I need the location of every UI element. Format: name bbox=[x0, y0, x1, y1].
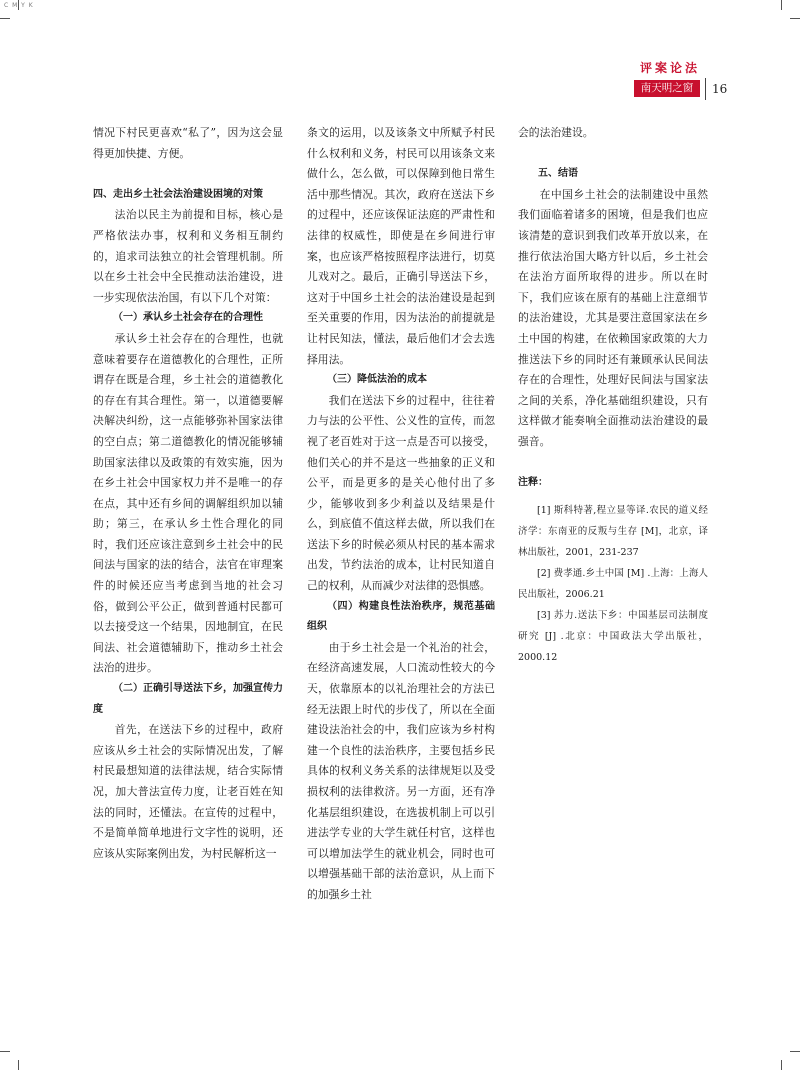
crop-mark bbox=[0, 18, 10, 19]
column-label: 南天明之窗 bbox=[634, 80, 700, 97]
paragraph: 我们在送法下乡的过程中，往往着力与法的公平性、公义性的宣传，而忽视了老百姓对于这一点是否可以接受，他们关心的并不是这一些抽象的正义和公平，而是更多的是关心他付出了多少，能够收到多少利益以及结果是什么，到底值不值这样去做，所以我们在送法下乡的时候必须从村民的基本需求出发，节约法治的成本，让村民知道自己的权利，从而减少对法律的恐惧感。 bbox=[307, 393, 495, 593]
crop-mark bbox=[18, 1060, 19, 1070]
paragraph: 由于乡土社会是一个礼治的社会，在经济高速发展，人口流动性较大的今天，依靠原本的以礼治理社会的方法已经无法跟上时代的步伐了，所以在全面建设法治社会的中，我们应该为乡村构建一个良性的法治秩序，主要包括乡民具体的权利义务关系的法律规矩以及受损权利的法律救济。另一方面，还有净化基层组织建设，在选拔机制上可以引进法学专业的大学生就任村官，这样也可以增加法学生的就业机会，同时也可以增强基础干部的法治意识，从上而下的加强乡土社 bbox=[307, 640, 495, 901]
subsection-heading: （一）承认乡土社会存在的合理性 bbox=[113, 312, 263, 324]
text-column-3 bbox=[518, 123, 708, 668]
paragraph: 条文的运用，以及该条文中所赋予村民什么权利和义务，村民可以用该条文来做什么，怎么做，可以保障到他日常生活中那些情况。其次，政府在送法下乡的过程中，还应该保证法庭的严肃性和法律的权威性，即使是在乡间进行审案，也应该严格按照程序法进行，切莫儿戏对之。最后，正确引导送法下乡，这对于中国乡土社会的法治建设是起到至关重要的作用，因为法治的前提就是让村民知法，懂法，最后他们才会去选择用法。 bbox=[307, 126, 495, 366]
reference-item: [3] 苏力.送法下乡：中国基层司法制度研究 [J] .北京：中国政法大学出版社，2000.12 bbox=[518, 609, 708, 663]
paragraph: 在中国乡土社会的法制建设中虽然我们面临着诸多的困境，但是我们也应该清楚的意识到我们改革开放以来，在推行依法治国大略方针以后，乡土社会在法治方面所取得的进步。所以在时下，我们应该在原有的基础上注意细节的法治建设，尤其是要注意国家法在乡土中国的构建，在依赖国家政策的大力推送法下乡的同时还有兼顾承认民间法存在的合理性，处理好民间法与国家法之间的关系，净化基础组织建设，只有这样做才能奏响全面推动法治建设的最强音。 bbox=[518, 187, 708, 448]
crop-mark bbox=[0, 1051, 10, 1052]
section-title: 评案论法 bbox=[639, 61, 700, 75]
paragraph: 首先，在送法下乡的过程中，政府应该从乡土社会的实际情况出发，了解村民最想知道的法律法规，结合实际情况，加大普法宣传力度，让老百姓在知法的同时，还懂法。在宣传的过程中，不是简单简单地进行文字性的说明，还应该从实际案例出发，为村民解析这一 bbox=[93, 723, 283, 860]
page-number: 16 bbox=[712, 82, 728, 96]
text-column-2 bbox=[307, 123, 495, 906]
header-divider bbox=[705, 78, 706, 100]
crop-mark bbox=[790, 1051, 800, 1052]
paragraph: 承认乡土社会存在的合理性，也就意味着要存在道德教化的合理性，正所谓存在既是合理，乡土社会的道德教化的存在有其合理性。第一，以道德要解决解决纠纷，这一点能够弥补国家法律的空白点；第二道德教化的情况能够辅助国家法律以及政策的有效实施，因为在乡土社会中国家权力并不是唯一的存在点，其中还有乡间的调解组织加以辅助；第三，在承认乡土性合理化的同时，我们还应该注意到乡土社会中的民间法与国家的法的结合，法官在审理案件的时候还应当考虑到当地的社会习俗，做到公平公正，做到普通村民都可以去接受这一个结果，因地制宜，在民间法、社会道德辅助下，推动乡土社会法治的进步。 bbox=[93, 331, 283, 675]
crop-mark bbox=[781, 1060, 782, 1070]
text-column-1 bbox=[93, 123, 283, 864]
section-heading: 四、走出乡土社会法治建设困境的对策 bbox=[93, 188, 263, 200]
subsection-heading: （四）构建良性法治秩序，规范基础组织 bbox=[307, 600, 495, 633]
reference-item: [2] 费孝通.乡土中国 [M] .上海：上海人民出版社，2006.21 bbox=[518, 567, 708, 600]
subsection-heading: （二）正确引导送法下乡，加强宣传力度 bbox=[93, 683, 283, 715]
crop-mark bbox=[781, 0, 782, 10]
paragraph: 会的法治建设。 bbox=[518, 126, 594, 139]
notes-label: 注释： bbox=[518, 477, 548, 489]
registration-marks: C M Y K bbox=[4, 2, 34, 9]
crop-mark bbox=[790, 18, 800, 19]
paragraph: 情况下村民更喜欢“私了”，因为这会显得更加快捷、方便。 bbox=[93, 126, 283, 160]
paragraph: 法治以民主为前提和目标，核心是严格依法办事，权利和义务相互制约的，追求司法独立的社会管理机制。所以在乡土社会中全民推动法治建设，进一步实现依法治国，有以下几个对策： bbox=[93, 208, 283, 304]
reference-item: [1] 斯科特著,程立显等译.农民的道义经济学：东南亚的反叛与生存 [M]，北京，译林出版社，2001，231-237 bbox=[518, 504, 708, 558]
section-heading: 五、结语 bbox=[538, 168, 578, 180]
subsection-heading: （三）降低法治的成本 bbox=[327, 374, 427, 386]
